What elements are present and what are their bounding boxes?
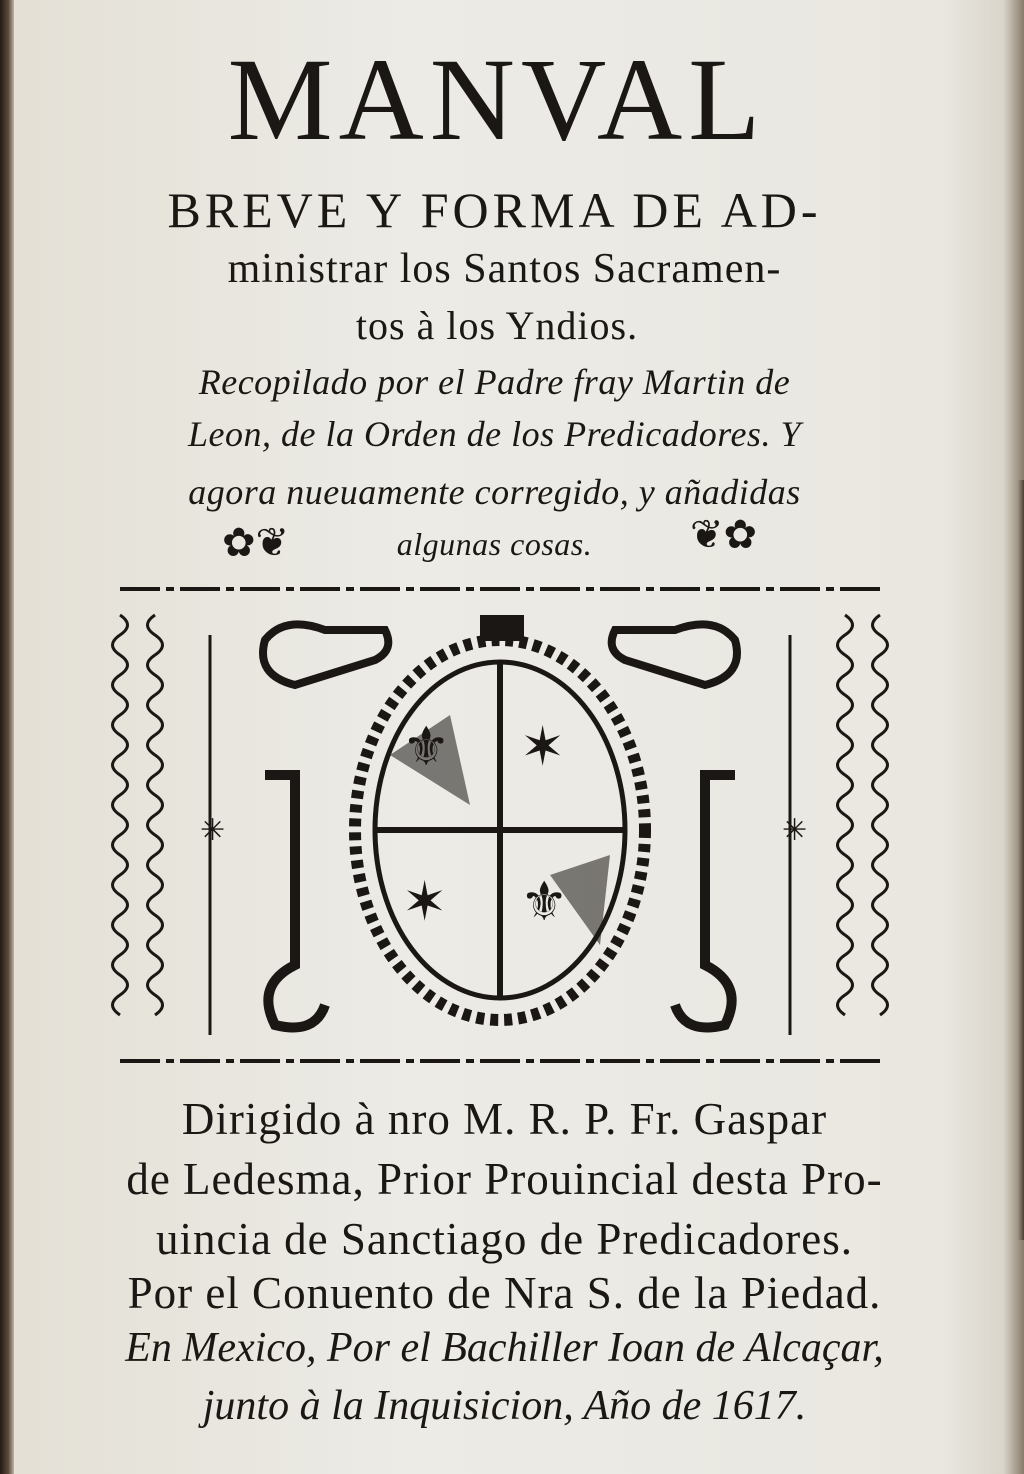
dedication-line-3: uincia de Sanctiago de Predicadores. — [155, 1214, 853, 1264]
compiler-line-4: algunas cosas. — [396, 526, 593, 562]
svg-text:✳: ✳ — [200, 813, 226, 848]
svg-text:✶: ✶ — [402, 870, 448, 933]
floral-ornament-icon: ❦✿ — [690, 512, 758, 558]
subtitle-line-1: BREVE Y FORMA DE AD- — [167, 182, 822, 238]
compiler-line-3: agora nueuamente corregido, y añadidas — [188, 472, 801, 512]
dedication-line-4: Por el Conuento de Nra S. de la Piedad. — [127, 1268, 882, 1318]
dedication-line-1: Dirigido à nro M. R. P. Fr. Gaspar — [181, 1094, 828, 1144]
book-title: MANVAL — [227, 34, 767, 165]
floral-ornament-icon: ✿❦ — [222, 520, 290, 566]
svg-text:✶: ✶ — [520, 715, 566, 778]
imprint-line-2: junto à la Inquisicion, Año de 1617. — [202, 1383, 807, 1429]
binding-edge-left — [0, 0, 14, 1474]
svg-text:⚜: ⚜ — [520, 870, 569, 933]
page-edge-right — [1004, 480, 1024, 1240]
svg-text:✳: ✳ — [782, 813, 808, 848]
subtitle-line-3: tos à los Yndios. — [355, 303, 639, 348]
subtitle-line-2: ministrar los Santos Sacramen- — [227, 246, 782, 292]
dedication-line-2: de Ledesma, Prior Prouincial desta Pro- — [126, 1154, 883, 1204]
compiler-line-2: Leon, de la Orden de los Predicadores. Y — [188, 414, 801, 454]
compiler-line-1: Recopilado por el Padre fray Martin de — [198, 362, 791, 402]
imprint-line-1: En Mexico, Por el Bachiller Ioan de Alcaçar, — [125, 1325, 884, 1371]
coat-of-arms-woodcut — [100, 575, 900, 1075]
